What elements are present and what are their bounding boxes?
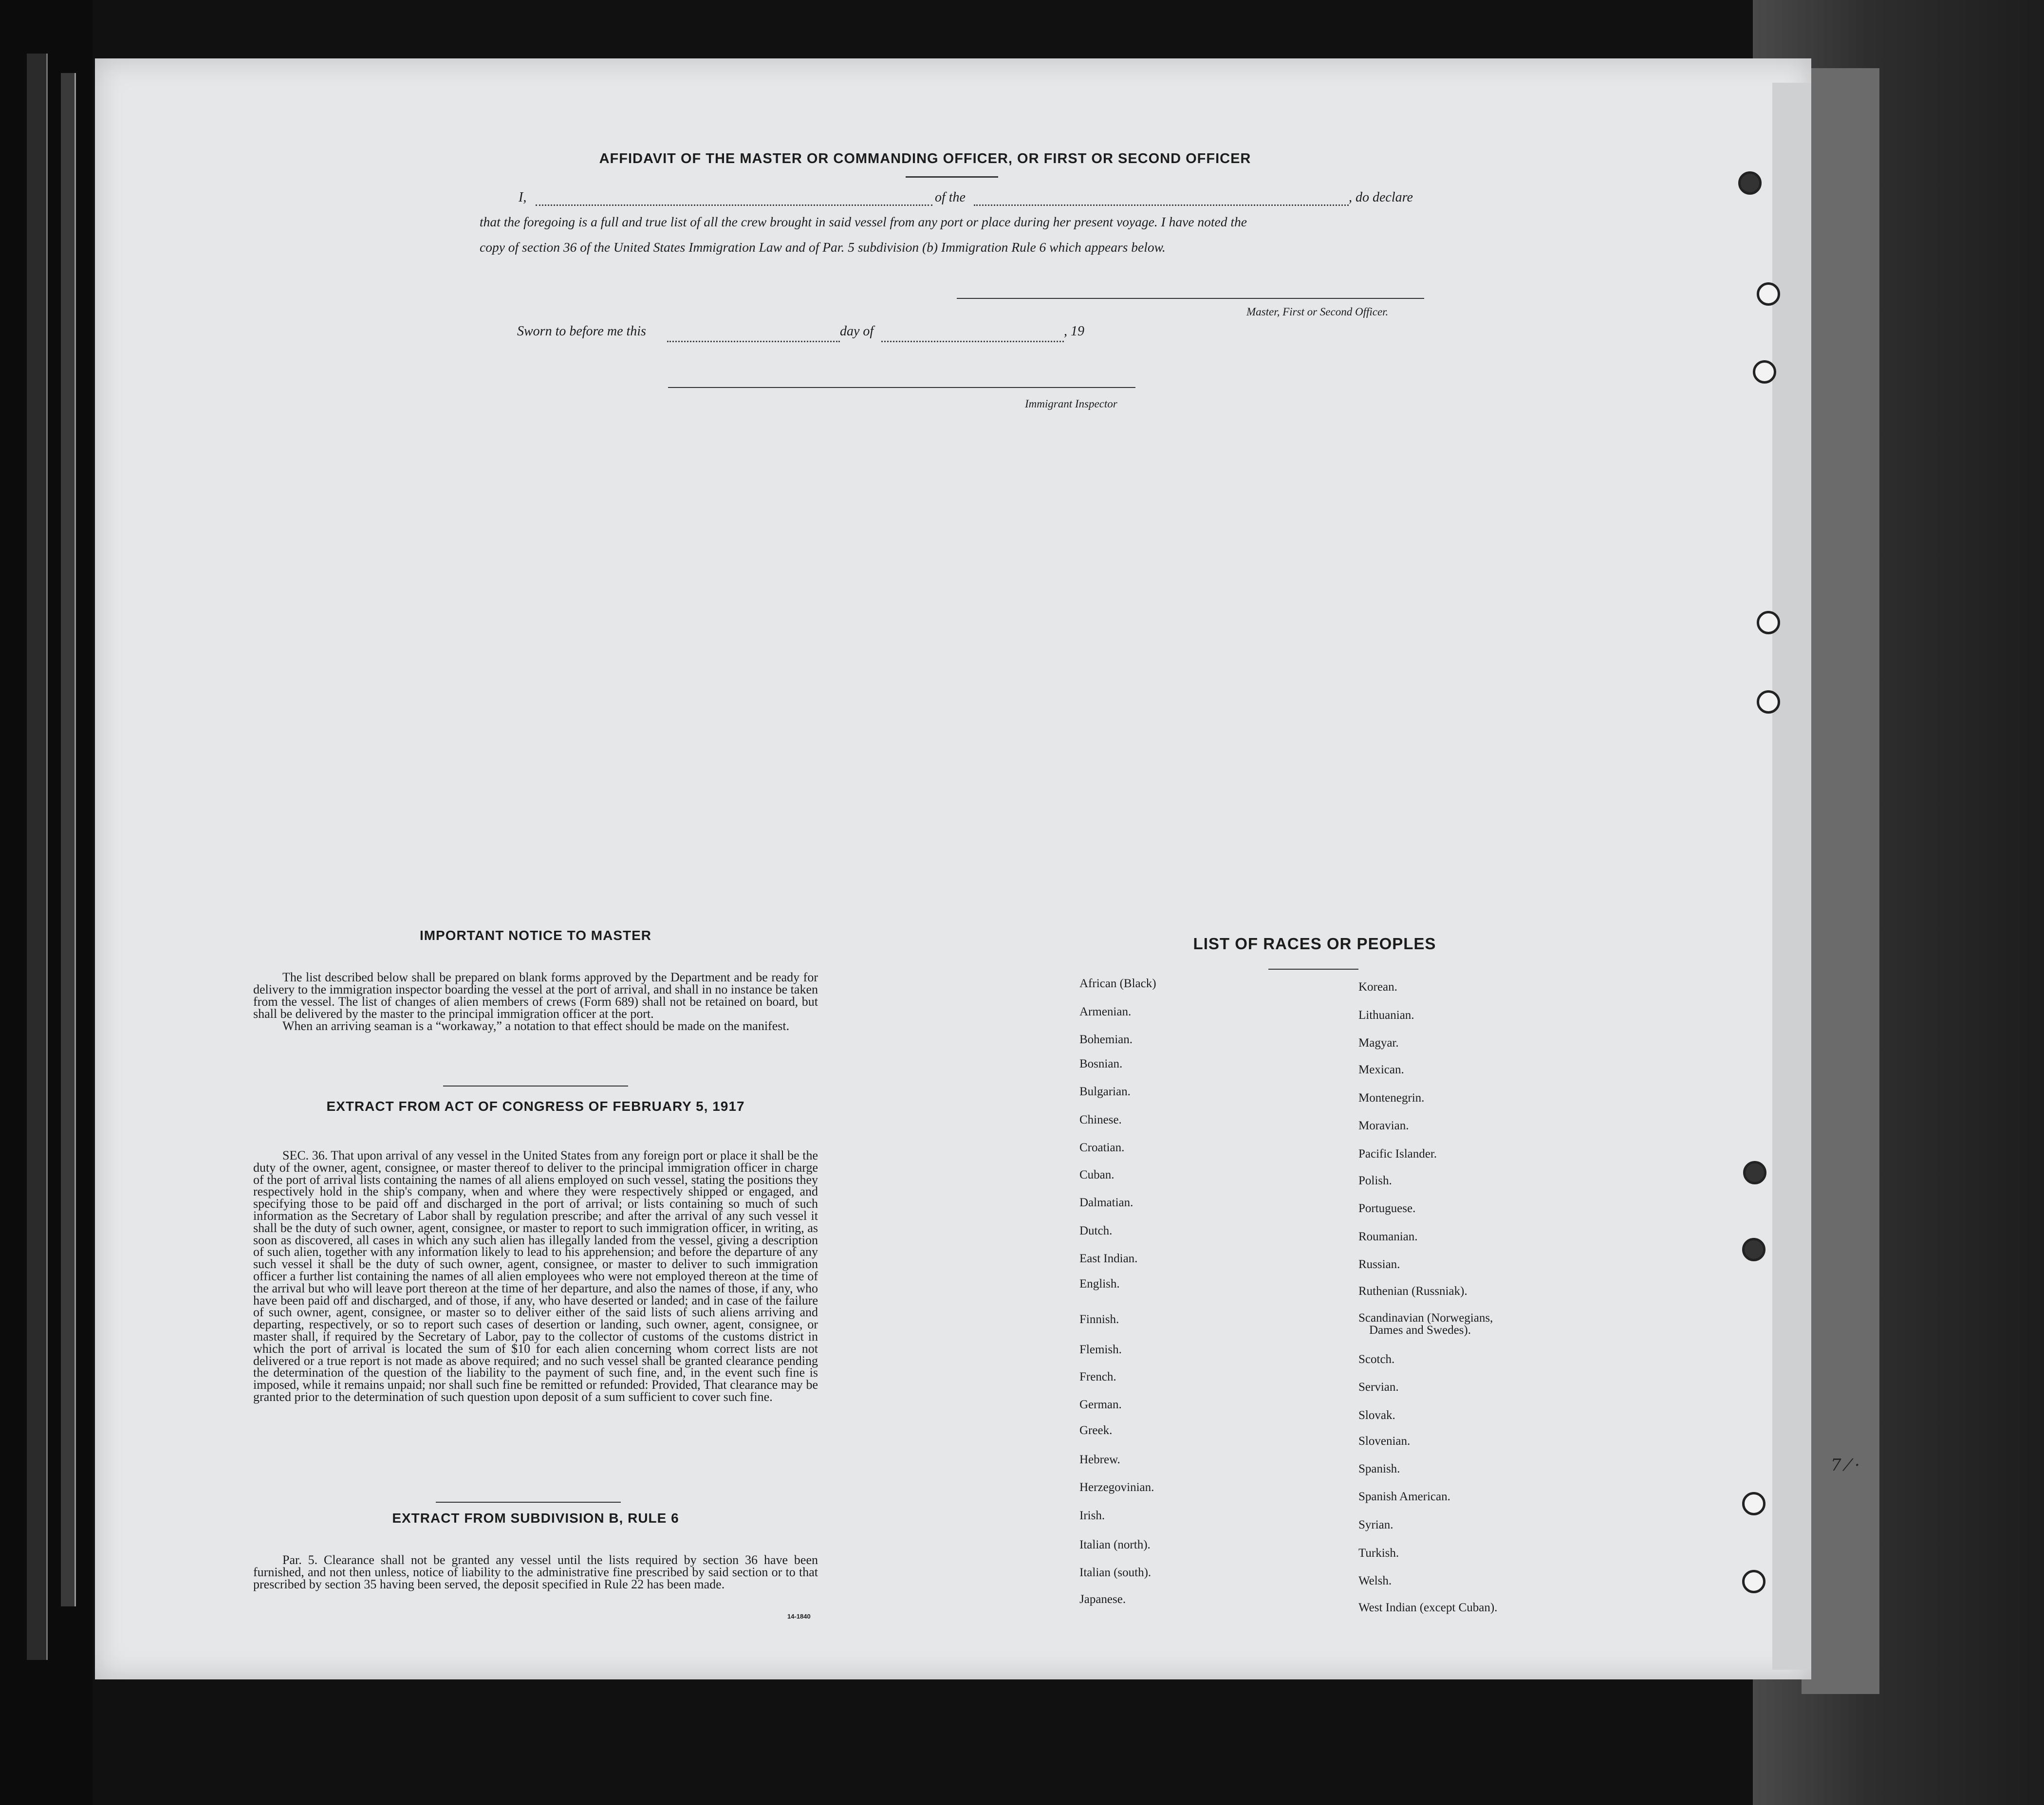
race-list-item: Spanish. [1358,1462,1400,1475]
affidavit-line-2: that the foregoing is a full and true list of all the crew brought in said vessel from any port or place during her present voyage. I have noted the [480,214,1247,229]
race-list-item: Polish. [1358,1174,1392,1187]
races-title: LIST OF RACES OR PEOPLES [1193,935,1436,953]
underlying-page [1802,68,1879,1694]
notice-title: IMPORTANT NOTICE TO MASTER [419,928,652,943]
stacked-page-edge [61,73,76,1606]
affidavit-declare: , do declare [1349,190,1413,205]
binder-hole-icon [1753,360,1776,384]
title-rule [906,176,998,178]
race-list-item: Slovak. [1358,1409,1395,1422]
section-rule [436,1502,621,1503]
race-list-item: German. [1079,1398,1122,1411]
sheet-right-margin [1772,83,1811,1670]
race-list-item: Dutch. [1079,1224,1113,1237]
act-title: EXTRACT FROM ACT OF CONGRESS OF FEBRUARY 5, 1917 [326,1099,745,1114]
sworn-day-blank [667,341,840,342]
race-list-item: West Indian (except Cuban). [1358,1601,1498,1614]
affidavit-i: I, [519,190,527,205]
document-sheet [95,58,1811,1679]
race-list-item: Bulgarian. [1079,1085,1131,1098]
race-list-item: Bohemian. [1079,1033,1133,1046]
act-body [253,1150,818,1403]
race-list-item: Hebrew. [1079,1453,1120,1466]
race-list-item: Finnish. [1079,1313,1119,1326]
affidavit-of-the: of the [935,190,966,205]
rule-title: EXTRACT FROM SUBDIVISION B, RULE 6 [392,1510,679,1526]
race-list-item: Pacific Islander. [1358,1147,1437,1160]
binder-hole-icon [1742,1492,1765,1515]
races-title-rule [1268,969,1358,970]
race-list-item: French. [1079,1370,1116,1383]
race-list-item: Roumanian. [1358,1230,1418,1243]
race-list-item: Magyar. [1358,1036,1399,1050]
race-list-item: Japanese. [1079,1593,1126,1606]
race-list-item: Irish. [1079,1509,1105,1522]
act-section-36-text: SEC. 36. That upon arrival of any vessel in the United States from any foreign port or place it shall be the duty of the owner, agent, consignee, or master thereof to deliver to the principal immigration officer in charge of the port of arrival lists containing the names of all aliens employed on such vessel, stating the positions they respectively hold in the ship's company, when and where they were respectively shipped or engaged, and specifying those to be paid off and discharged in the port of arrival; or lists containing so much of such information as the Secretary of Labor shall by regulation prescribe; and after the arrival of any such vessel it shall be the duty of such owner, agent, consignee, or master to report to such immigration officer, in writing, as soon as discovered, all cases in which any such alien has illegally landed from the vessel, giving a description of such alien, together with any information likely to lead to his apprehension; and before the departure of any such vessel it shall be the duty of such owner, agent, consignee, or master to deliver to such immigration officer a further list containing the names of all alien employees who were not employed thereon at the time of the arrival but who will leave port thereon at the time of her departure, and also the names of those, if any, who have been paid off and discharged, and of those, if any, who have deserted or landed; and in case of the failure of such owner, agent, consignee, or master so to deliver either of the said lists of such aliens arriving and departing, respectively, or so to report such cases of desertion or landing, such owner, agent, consignee, or master shall, if required by the Secretary of Labor, pay to the collector of customs of the customs district in which the port of arrival is located the sum of $10 for each alien concerning whom correct lists are not delivered or a true report is not made as above required; and no such vessel shall be granted clearance pending the determination of the question of the liability to the payment of such fine, and, in the event such fine is imposed, while it remains unpaid; nor shall such fine be remitted or refunded: Provided, That clearance may be granted prior to the determination of such question upon deposit of a sum sufficient to cover such fine. [253,1148,818,1404]
race-list-item: Herzegovinian. [1079,1481,1154,1494]
race-list-item: Scotch. [1358,1353,1395,1366]
race-list-item: Italian (north). [1079,1538,1151,1551]
inspector-signature-line [668,387,1135,388]
signature-line [957,298,1424,299]
binder-hole-icon [1742,1570,1765,1593]
race-list-item: Chinese. [1079,1113,1122,1126]
race-list-item: Scandinavian (Norwegians, [1358,1311,1493,1325]
handwritten-mark: 7 ⁄ · [1831,1455,1860,1475]
race-list-item: Montenegrin. [1358,1091,1425,1105]
binder-hole-icon [1738,171,1762,195]
race-list-item: Moravian. [1358,1119,1409,1132]
binder-hole-icon [1757,282,1780,306]
notice-paragraph-2: When an arriving seaman is a “workaway,” a notation to that effect should be made on the manifest. [282,1019,790,1033]
section-rule [443,1086,628,1087]
inspector-caption: Immigrant Inspector [1025,398,1117,410]
race-list-item: Korean. [1358,980,1397,994]
race-list-item: Slovenian. [1358,1435,1411,1448]
race-list-item: Lithuanian. [1358,1009,1414,1022]
affidavit-title: AFFIDAVIT OF THE MASTER OR COMMANDING OFFICER, OR FIRST OR SECOND OFFICER [599,151,1251,166]
race-list-item: Flemish. [1079,1343,1122,1356]
race-list-item: Russian. [1358,1258,1400,1271]
race-list-item: Turkish. [1358,1547,1399,1560]
name-blank [536,204,932,206]
sworn-month-blank [881,341,1064,342]
race-list-item: Croatian. [1079,1141,1125,1154]
race-list-item: Portuguese. [1358,1202,1416,1215]
race-list-item: Welsh. [1358,1574,1392,1587]
race-list-item: Servian. [1358,1381,1399,1394]
rule-body [253,1554,818,1590]
race-list-item: English. [1079,1277,1120,1290]
binder-hole-icon [1742,1238,1765,1261]
race-list-item: Armenian. [1079,1005,1132,1018]
race-list-item: Bosnian. [1079,1057,1123,1070]
binder-hole-icon [1757,690,1780,714]
notice-body [253,971,818,1032]
race-list-item: Ruthenian (Russniak). [1358,1285,1468,1298]
race-list-item: Spanish American. [1358,1490,1450,1503]
race-list-item: Cuban. [1079,1168,1115,1181]
notice-paragraph-1: The list described below shall be prepared on blank forms approved by the Department and be ready for delivery to the immigration inspector boarding the vessel at the port of arrival, and shall in no instance be taken from the vessel. The list of changes of alien members of crews (Form 689) shall not be retained on board, but shall be delivered by the master to the principal immigration officer at the port. [253,970,818,1021]
race-list-item: Dames and Swedes). [1369,1324,1471,1337]
sworn-prefix: Sworn to before me this [517,324,646,339]
race-list-item: Italian (south). [1079,1566,1152,1579]
binder-hole-icon [1757,611,1780,634]
vessel-blank [974,204,1349,206]
sworn-day-of: day of [840,324,874,339]
sworn-year: , 19 [1064,324,1084,339]
race-list-item: Greek. [1079,1424,1113,1437]
binder-hole-icon [1743,1161,1766,1184]
form-number: 14-1840 [787,1613,811,1620]
stacked-page-edge [27,54,48,1660]
race-list-item: Syrian. [1358,1518,1394,1531]
race-list-item: East Indian. [1079,1252,1138,1265]
signature-caption: Master, First or Second Officer. [1246,306,1389,318]
affidavit-line-3: copy of section 36 of the United States Immigration Law and of Par. 5 subdivision (b) Immigration Rule 6 which appears below. [480,239,1166,255]
race-list-item: African (Black) [1079,977,1156,990]
race-list-item: Dalmatian. [1079,1196,1133,1209]
race-list-item: Mexican. [1358,1063,1404,1076]
rule-par-5-text: Par. 5. Clearance shall not be granted any vessel until the lists required by section 36 have been furnished, and not then unless, notice of liability to the administrative fine prescribed by said section or to that prescribed by section 35 having been served, the deposit specified in Rule 22 has been made. [253,1553,818,1591]
